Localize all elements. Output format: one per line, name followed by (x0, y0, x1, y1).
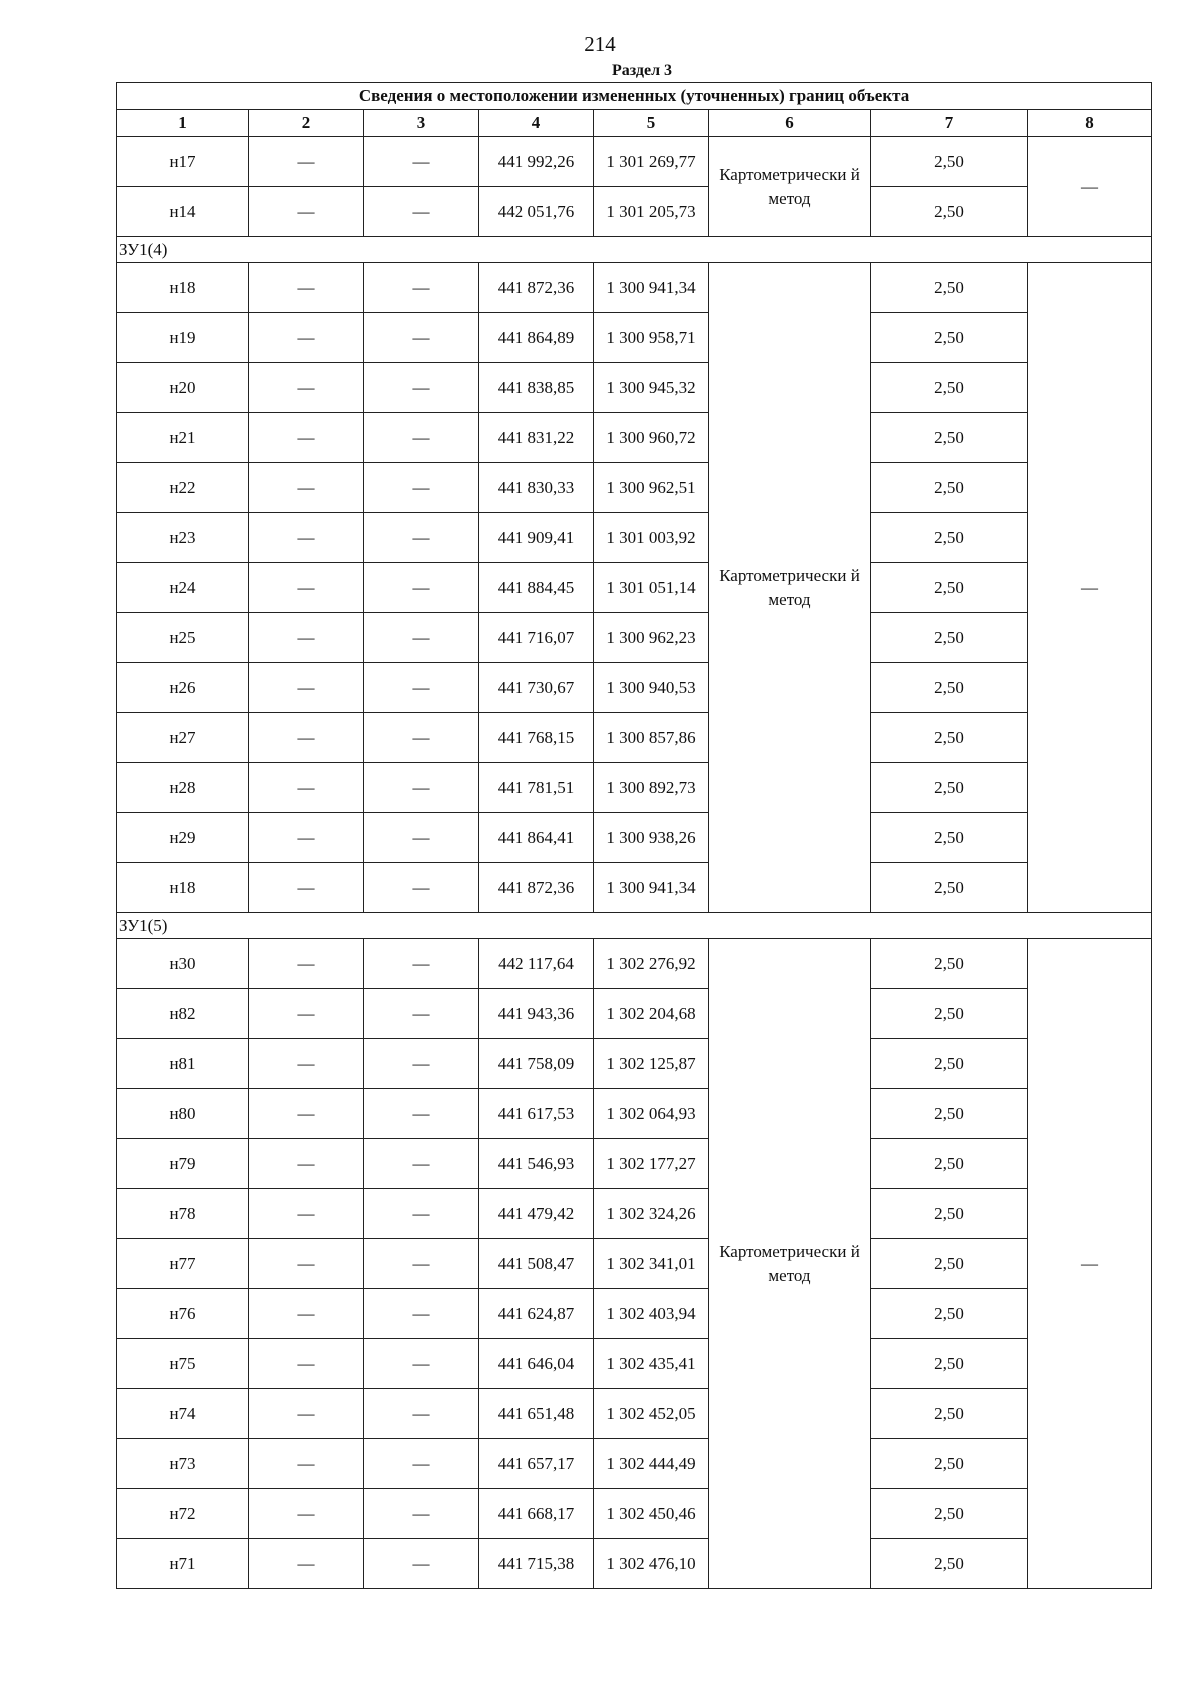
table-row (117, 613, 1152, 663)
point-name-cell: н30 (117, 939, 249, 989)
precision-cell: 2,50 (871, 763, 1028, 813)
y-coordinate-cell: 1 302 125,87 (594, 1039, 709, 1089)
col3-cell: — (364, 187, 479, 237)
table-row (117, 513, 1152, 563)
precision-cell: 2,50 (871, 563, 1028, 613)
col2-cell: — (249, 663, 364, 713)
table-row (117, 813, 1152, 863)
precision-cell: 2,50 (871, 363, 1028, 413)
precision-cell: 2,50 (871, 463, 1028, 513)
x-coordinate-cell: 441 768,15 (479, 713, 594, 763)
point-name-cell: н25 (117, 613, 249, 663)
point-name-cell: н23 (117, 513, 249, 563)
x-coordinate-cell: 441 872,36 (479, 863, 594, 913)
x-coordinate-cell: 441 943,36 (479, 989, 594, 1039)
precision-cell: 2,50 (871, 863, 1028, 913)
col3-cell: — (364, 813, 479, 863)
point-name-cell: н81 (117, 1039, 249, 1089)
table-row (117, 1289, 1152, 1339)
precision-cell: 2,50 (871, 1239, 1028, 1289)
col8-cell: — (1028, 939, 1152, 1589)
table-row (117, 663, 1152, 713)
point-name-cell: н28 (117, 763, 249, 813)
x-coordinate-cell: 441 668,17 (479, 1489, 594, 1539)
table-row (117, 1089, 1152, 1139)
x-coordinate-cell: 441 716,07 (479, 613, 594, 663)
table-row (117, 1139, 1152, 1189)
y-coordinate-cell: 1 302 177,27 (594, 1139, 709, 1189)
group-label: ЗУ1(4) (117, 237, 1152, 263)
col2-cell: — (249, 313, 364, 363)
x-coordinate-cell: 441 864,89 (479, 313, 594, 363)
y-coordinate-cell: 1 300 960,72 (594, 413, 709, 463)
table-row (117, 137, 1152, 187)
y-coordinate-cell: 1 302 450,46 (594, 1489, 709, 1539)
col8-cell: — (1028, 137, 1152, 237)
column-number: 5 (594, 110, 709, 137)
x-coordinate-cell: 441 651,48 (479, 1389, 594, 1439)
col3-cell: — (364, 613, 479, 663)
y-coordinate-cell: 1 302 341,01 (594, 1239, 709, 1289)
point-name-cell: н79 (117, 1139, 249, 1189)
precision-cell: 2,50 (871, 1439, 1028, 1489)
precision-cell: 2,50 (871, 1039, 1028, 1089)
point-name-cell: н17 (117, 137, 249, 187)
point-name-cell: н77 (117, 1239, 249, 1289)
table-row (117, 413, 1152, 463)
col2-cell: — (249, 1539, 364, 1589)
col2-cell: — (249, 563, 364, 613)
precision-cell: 2,50 (871, 1489, 1028, 1539)
table-row (117, 989, 1152, 1039)
y-coordinate-cell: 1 300 940,53 (594, 663, 709, 713)
col3-cell: — (364, 1139, 479, 1189)
table-row (117, 713, 1152, 763)
col2-cell: — (249, 989, 364, 1039)
col2-cell: — (249, 363, 364, 413)
precision-cell: 2,50 (871, 1189, 1028, 1239)
y-coordinate-cell: 1 300 962,51 (594, 463, 709, 513)
point-name-cell: н14 (117, 187, 249, 237)
x-coordinate-cell: 441 508,47 (479, 1239, 594, 1289)
col2-cell: — (249, 1189, 364, 1239)
table-row (117, 863, 1152, 913)
table-row (117, 463, 1152, 513)
point-name-cell: н80 (117, 1089, 249, 1139)
precision-cell: 2,50 (871, 1339, 1028, 1389)
group-header-row (117, 237, 1152, 263)
point-name-cell: н78 (117, 1189, 249, 1239)
table-row (117, 187, 1152, 237)
col3-cell: — (364, 1239, 479, 1289)
point-name-cell: н82 (117, 989, 249, 1039)
column-number: 8 (1028, 110, 1152, 137)
point-name-cell: н27 (117, 713, 249, 763)
x-coordinate-cell: 441 872,36 (479, 263, 594, 313)
col2-cell: — (249, 137, 364, 187)
table-body (117, 137, 1152, 1589)
point-name-cell: н73 (117, 1439, 249, 1489)
x-coordinate-cell: 441 884,45 (479, 563, 594, 613)
col3-cell: — (364, 763, 479, 813)
point-name-cell: н21 (117, 413, 249, 463)
x-coordinate-cell: 441 838,85 (479, 363, 594, 413)
column-number: 3 (364, 110, 479, 137)
col2-cell: — (249, 187, 364, 237)
table-row (117, 1039, 1152, 1089)
column-number: 7 (871, 110, 1028, 137)
y-coordinate-cell: 1 302 435,41 (594, 1339, 709, 1389)
col2-cell: — (249, 863, 364, 913)
table-row (117, 1439, 1152, 1489)
point-name-cell: н74 (117, 1389, 249, 1439)
col2-cell: — (249, 939, 364, 989)
col3-cell: — (364, 1039, 479, 1089)
precision-cell: 2,50 (871, 513, 1028, 563)
x-coordinate-cell: 442 117,64 (479, 939, 594, 989)
y-coordinate-cell: 1 302 064,93 (594, 1089, 709, 1139)
table-row (117, 1389, 1152, 1439)
y-coordinate-cell: 1 302 324,26 (594, 1189, 709, 1239)
col2-cell: — (249, 1039, 364, 1089)
col3-cell: — (364, 663, 479, 713)
column-number-row (117, 110, 1152, 137)
x-coordinate-cell: 441 715,38 (479, 1539, 594, 1589)
col3-cell: — (364, 1339, 479, 1389)
x-coordinate-cell: 441 624,87 (479, 1289, 594, 1339)
x-coordinate-cell: 441 831,22 (479, 413, 594, 463)
x-coordinate-cell: 441 864,41 (479, 813, 594, 863)
col3-cell: — (364, 563, 479, 613)
col2-cell: — (249, 1339, 364, 1389)
col2-cell: — (249, 1289, 364, 1339)
table-row (117, 1189, 1152, 1239)
column-number: 4 (479, 110, 594, 137)
col3-cell: — (364, 863, 479, 913)
col3-cell: — (364, 1089, 479, 1139)
point-name-cell: н18 (117, 263, 249, 313)
col2-cell: — (249, 1489, 364, 1539)
y-coordinate-cell: 1 301 003,92 (594, 513, 709, 563)
page-number: 214 (584, 32, 616, 56)
table-row (117, 763, 1152, 813)
coordinates-table-container (116, 82, 1151, 1589)
y-coordinate-cell: 1 302 204,68 (594, 989, 709, 1039)
precision-cell: 2,50 (871, 1289, 1028, 1339)
method-cell: Картометрически й метод (709, 263, 871, 913)
col3-cell: — (364, 263, 479, 313)
point-name-cell: н20 (117, 363, 249, 413)
y-coordinate-cell: 1 301 051,14 (594, 563, 709, 613)
col3-cell: — (364, 1289, 479, 1339)
x-coordinate-cell: 441 479,42 (479, 1189, 594, 1239)
column-number: 1 (117, 110, 249, 137)
col3-cell: — (364, 713, 479, 763)
table-row (117, 939, 1152, 989)
precision-cell: 2,50 (871, 1139, 1028, 1189)
col2-cell: — (249, 813, 364, 863)
col3-cell: — (364, 463, 479, 513)
y-coordinate-cell: 1 302 403,94 (594, 1289, 709, 1339)
y-coordinate-cell: 1 300 857,86 (594, 713, 709, 763)
point-name-cell: н75 (117, 1339, 249, 1389)
col3-cell: — (364, 939, 479, 989)
point-name-cell: н24 (117, 563, 249, 613)
col3-cell: — (364, 413, 479, 463)
y-coordinate-cell: 1 300 945,32 (594, 363, 709, 413)
point-name-cell: н26 (117, 663, 249, 713)
col3-cell: — (364, 1489, 479, 1539)
precision-cell: 2,50 (871, 989, 1028, 1039)
table-row (117, 313, 1152, 363)
column-number: 6 (709, 110, 871, 137)
section-title: Раздел 3 (611, 62, 673, 79)
col3-cell: — (364, 363, 479, 413)
col3-cell: — (364, 513, 479, 563)
col3-cell: — (364, 313, 479, 363)
col2-cell: — (249, 413, 364, 463)
table-row (117, 563, 1152, 613)
x-coordinate-cell: 441 830,33 (479, 463, 594, 513)
x-coordinate-cell: 441 646,04 (479, 1339, 594, 1389)
col2-cell: — (249, 513, 364, 563)
precision-cell: 2,50 (871, 187, 1028, 237)
method-cell: Картометрически й метод (709, 939, 871, 1589)
y-coordinate-cell: 1 301 205,73 (594, 187, 709, 237)
precision-cell: 2,50 (871, 663, 1028, 713)
y-coordinate-cell: 1 302 276,92 (594, 939, 709, 989)
precision-cell: 2,50 (871, 713, 1028, 763)
col2-cell: — (249, 763, 364, 813)
point-name-cell: н76 (117, 1289, 249, 1339)
coordinates-table (116, 82, 1152, 1589)
y-coordinate-cell: 1 300 962,23 (594, 613, 709, 663)
col2-cell: — (249, 1439, 364, 1489)
y-coordinate-cell: 1 300 941,34 (594, 263, 709, 313)
x-coordinate-cell: 441 546,93 (479, 1139, 594, 1189)
col2-cell: — (249, 1389, 364, 1439)
precision-cell: 2,50 (871, 613, 1028, 663)
point-name-cell: н19 (117, 313, 249, 363)
group-label: ЗУ1(5) (117, 913, 1152, 939)
y-coordinate-cell: 1 301 269,77 (594, 137, 709, 187)
table-row (117, 363, 1152, 413)
y-coordinate-cell: 1 302 444,49 (594, 1439, 709, 1489)
col2-cell: — (249, 613, 364, 663)
x-coordinate-cell: 441 909,41 (479, 513, 594, 563)
y-coordinate-cell: 1 300 892,73 (594, 763, 709, 813)
precision-cell: 2,50 (871, 137, 1028, 187)
col3-cell: — (364, 1189, 479, 1239)
col2-cell: — (249, 1139, 364, 1189)
x-coordinate-cell: 441 657,17 (479, 1439, 594, 1489)
x-coordinate-cell: 441 992,26 (479, 137, 594, 187)
table-row (117, 1339, 1152, 1389)
col2-cell: — (249, 263, 364, 313)
table-row (117, 1489, 1152, 1539)
x-coordinate-cell: 441 617,53 (479, 1089, 594, 1139)
y-coordinate-cell: 1 300 958,71 (594, 313, 709, 363)
col3-cell: — (364, 989, 479, 1039)
precision-cell: 2,50 (871, 813, 1028, 863)
precision-cell: 2,50 (871, 939, 1028, 989)
table-row (117, 263, 1152, 313)
point-name-cell: н72 (117, 1489, 249, 1539)
col2-cell: — (249, 463, 364, 513)
precision-cell: 2,50 (871, 1539, 1028, 1589)
x-coordinate-cell: 441 730,67 (479, 663, 594, 713)
point-name-cell: н22 (117, 463, 249, 513)
x-coordinate-cell: 441 758,09 (479, 1039, 594, 1089)
y-coordinate-cell: 1 302 452,05 (594, 1389, 709, 1439)
precision-cell: 2,50 (871, 1389, 1028, 1439)
y-coordinate-cell: 1 300 938,26 (594, 813, 709, 863)
table-row (117, 1539, 1152, 1589)
table-row (117, 1239, 1152, 1289)
col3-cell: — (364, 137, 479, 187)
y-coordinate-cell: 1 302 476,10 (594, 1539, 709, 1589)
point-name-cell: н18 (117, 863, 249, 913)
precision-cell: 2,50 (871, 263, 1028, 313)
column-number: 2 (249, 110, 364, 137)
col3-cell: — (364, 1389, 479, 1439)
col2-cell: — (249, 1089, 364, 1139)
x-coordinate-cell: 442 051,76 (479, 187, 594, 237)
col8-cell: — (1028, 263, 1152, 913)
precision-cell: 2,50 (871, 313, 1028, 363)
y-coordinate-cell: 1 300 941,34 (594, 863, 709, 913)
precision-cell: 2,50 (871, 1089, 1028, 1139)
precision-cell: 2,50 (871, 413, 1028, 463)
col2-cell: — (249, 713, 364, 763)
col3-cell: — (364, 1539, 479, 1589)
x-coordinate-cell: 441 781,51 (479, 763, 594, 813)
col2-cell: — (249, 1239, 364, 1289)
point-name-cell: н71 (117, 1539, 249, 1589)
point-name-cell: н29 (117, 813, 249, 863)
col3-cell: — (364, 1439, 479, 1489)
table-caption: Сведения о местоположении измененных (уточненных) границ объекта (117, 83, 1152, 110)
group-header-row (117, 913, 1152, 939)
method-cell: Картометрически й метод (709, 137, 871, 237)
